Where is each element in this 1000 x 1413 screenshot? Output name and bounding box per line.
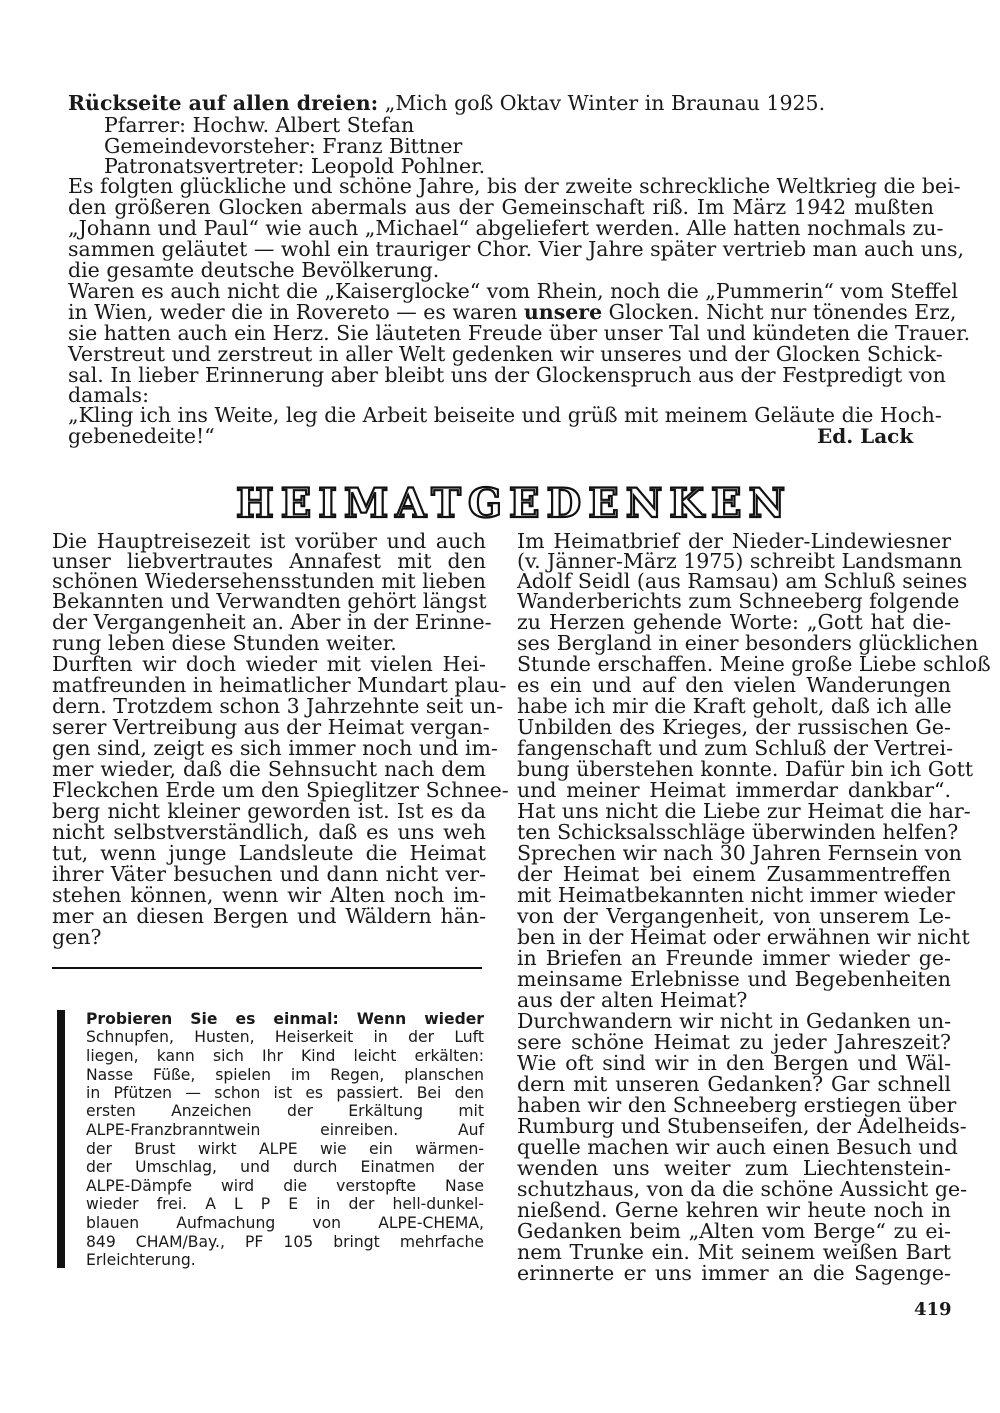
ad-line: wieder frei. A L P E in der hell-dunkel- <box>86 1195 484 1213</box>
text-line: unser liebvertrautes Annafest mit den <box>52 549 486 573</box>
text-line: stehen können, wenn wir Alten noch im- <box>52 883 486 907</box>
text-line: mit Heimatbekannten nicht immer wieder <box>517 883 955 907</box>
ad-line: ersten Anzeichen der Erkältung mit <box>86 1102 484 1120</box>
text-line: der Heimat bei einem Zusammentreffen <box>517 862 951 886</box>
ad-line: Erleichterung. <box>86 1251 196 1269</box>
ad-line: 849 CHAM/Bay., PF 105 bringt mehrfache <box>86 1233 484 1251</box>
text-line: ben in der Heimat oder erwähnen wir nicht <box>517 925 970 949</box>
section-heading: HEIMATGEDENKEN <box>236 480 793 527</box>
text-line: rung leben diese Stunden weiter. <box>52 631 397 655</box>
text-line: Durften wir doch wieder mit vielen Hei- <box>52 652 486 676</box>
text-line: „Johann und Paul“ wie auch „Michael“ abgeliefert werden. Alle hatten nochmals zu- <box>68 216 944 240</box>
text-line: Pfarrer: Hochw. Albert Stefan <box>104 113 415 137</box>
text-line: gen? <box>52 925 102 949</box>
text-line: wenden uns weiter zum Liechtenstein- <box>517 1156 951 1180</box>
text-line: nem Trunke ein. Mit seinem weißen Bart <box>517 1240 951 1264</box>
text-line: den größeren Glocken abermals aus der Gemeinschaft riß. Im März 1942 mußten <box>68 195 934 219</box>
advertisement-divider <box>52 967 482 969</box>
text-line: sie hatten auch ein Herz. Sie läuteten Freude über unser Tal und kündeten die Trauer. <box>68 321 971 345</box>
text-line: schutzhaus, von da die schöne Aussicht ge- <box>517 1177 968 1201</box>
text-line: dern mit unseren Gedanken? Gar schnell <box>517 1072 951 1096</box>
author-signature: Ed. Lack <box>817 424 914 448</box>
text-line: und meiner Heimat immerdar dankbar“. <box>517 778 951 802</box>
text-line: matfreunden in heimatlicher Mundart plau- <box>52 673 507 697</box>
text-line: sal. In lieber Erinnerung aber bleibt uns der Glockenspruch aus der Festpredigt von <box>68 363 946 387</box>
text-line: berg nicht kleiner geworden ist. Ist es da <box>52 799 486 823</box>
ad-line: liegen, kann sich Ihr Kind leicht erkälten: <box>86 1047 484 1065</box>
emphasis-word: unsere <box>523 300 603 324</box>
text-line: sere schöne Heimat zu jeder Jahreszeit? <box>517 1030 951 1054</box>
text-line: sammen geläutet — wohl ein trauriger Chor. Vier Jahre später vertrieb man auch uns, <box>68 237 965 261</box>
text-line: Sprechen wir nach 30 Jahren Fernsein von <box>517 841 962 865</box>
text-line: ten Schicksalsschläge überwinden helfen? <box>517 820 959 844</box>
text-line: schönen Wiedersehensstunden mit lieben <box>52 569 486 593</box>
text-line: mer wieder, daß die Sehnsucht nach dem <box>52 757 486 781</box>
text-line: quelle machen wir auch einen Besuch und <box>517 1135 958 1159</box>
text-line: Es folgten glückliche und schöne Jahre, bis der zweite schreckliche Weltkrieg die bei- <box>68 174 961 198</box>
text-line: Hat uns nicht die Liebe zur Heimat die har- <box>517 799 971 823</box>
text-line: dern. Trotzdem schon 3 Jahrzehnte seit un- <box>52 694 504 718</box>
text-line: Waren es auch nicht die „Kaiserglocke“ vom Rhein, noch die „Pummerin“ vom Steffel <box>68 279 958 303</box>
text-line: ses Bergland in einer besonders glücklichen <box>517 631 979 655</box>
text-line: fangenschaft und zum Schluß der Vertrei- <box>517 736 954 760</box>
text-line: habe ich mir die Kraft geholt, daß ich alle <box>517 694 952 718</box>
text-line: aus der alten Heimat? <box>517 988 748 1012</box>
ad-line: ALPE-Franzbranntwein einreiben. Auf <box>86 1121 484 1139</box>
text-line: Gemeindevorsteher: Franz Bittner <box>104 134 463 158</box>
text-line: es ein und auf den vielen Wanderungen <box>517 673 951 697</box>
text-line: zu Herzen gehende Worte: „Gott hat die- <box>517 610 951 634</box>
text-line: Im Heimatbrief der Nieder-Lindewiesner <box>517 529 951 553</box>
text-line: von der Vergangenheit, von unserem Le- <box>517 904 951 928</box>
ad-line: Schnupfen, Husten, Heiserkeit in der Luft <box>86 1028 484 1046</box>
text-line-with-emphasis <box>68 300 957 324</box>
text-line: gen sind, zeigt es sich immer noch und im- <box>52 736 498 760</box>
ad-line: blauen Aufmachung von ALPE-CHEMA, <box>86 1214 484 1232</box>
text-line: Rumburg und Stubenseifen, der Adelheids- <box>517 1114 967 1138</box>
text-line: der Vergangenheit an. Aber in der Erinne- <box>52 610 492 634</box>
text-line: meinsame Erlebnisse und Begebenheiten <box>517 967 951 991</box>
back-side-label: Rückseite auf allen dreien: <box>68 91 379 115</box>
text-line: Die Hauptreisezeit ist vorüber und auch <box>52 529 486 553</box>
text-line: ihrer Väter besuchen und dann nicht ver- <box>52 862 486 886</box>
back-side-line <box>68 93 934 113</box>
text-line: Wie oft sind wir in den Bergen und Wäl- <box>517 1051 951 1075</box>
text-line: „Kling ich ins Weite, leg die Arbeit beiseite und grüß mit meinem Geläute die Hoch- <box>68 403 942 427</box>
text-line: Fleckchen Erde um den Spieglitzer Schnee- <box>52 778 509 802</box>
ad-line: der Brust wirkt ALPE wie ein wärmen- <box>86 1140 484 1158</box>
back-side-text: „Mich goß Oktav Winter in Braunau 1925. <box>378 91 826 115</box>
ad-line: in Pfützen — schon ist es passiert. Bei den <box>86 1084 484 1102</box>
text-line: die gesamte deutsche Bevölkerung. <box>68 258 440 282</box>
text-line: nießend. Gerne kehren wir heute noch in <box>517 1198 951 1222</box>
text-line: Gedanken beim „Alten vom Berge“ zu ei- <box>517 1219 951 1243</box>
text-line: Adolf Seidl (aus Ramsau) am Schluß seines <box>517 569 968 593</box>
advertisement-sidebar <box>57 1010 65 1268</box>
ad-line: Probieren Sie es einmal: Wenn wieder <box>86 1010 484 1028</box>
page-number: 419 <box>914 1299 952 1320</box>
text-line: serer Vertreibung aus der Heimat vergan- <box>52 715 490 739</box>
text-line: Verstreut und zerstreut in aller Welt gedenken wir unseres und der Glocken Schick- <box>68 342 943 366</box>
text-line: erinnerte er uns immer an die Sagenge- <box>517 1261 951 1285</box>
text-line: Stunde erschaffen. Meine große Liebe schloß <box>517 652 991 676</box>
ad-line: Nasse Füße, spielen im Regen, planschen <box>86 1066 484 1084</box>
text-line: tut, wenn junge Landsleute die Heimat <box>52 841 486 865</box>
text-fragment: in Wien, weder die in Rovereto — es waren <box>68 300 524 324</box>
ad-line: ALPE-Dämpfe wird die verstopfte Nase <box>86 1177 484 1195</box>
text-line: Durchwandern wir nicht in Gedanken un- <box>517 1009 951 1033</box>
ad-line: der Umschlag, und durch Einatmen der <box>86 1158 484 1176</box>
text-line: in Briefen an Freunde immer wieder ge- <box>517 946 951 970</box>
text-fragment: Glocken. Nicht nur tönendes Erz, <box>602 300 957 324</box>
text-line: Bekannten und Verwandten gehört längst <box>52 589 487 613</box>
text-line: gebenedeite!“ <box>68 424 215 448</box>
text-line: haben wir den Schneeberg erstiegen über <box>517 1093 957 1117</box>
text-line: Wanderberichts zum Schneeberg folgende <box>517 589 960 613</box>
text-line: mer an diesen Bergen und Wäldern hän- <box>52 904 486 928</box>
text-line: bung überstehen konnte. Dafür bin ich Gott <box>517 757 974 781</box>
text-line: Unbilden des Krieges, der russischen Ge- <box>517 715 951 739</box>
text-line: nicht selbstverständlich, daß es uns weh <box>52 820 486 844</box>
text-line: (v. Jänner-März 1975) schreibt Landsmann <box>517 549 963 573</box>
text-line: damals: <box>68 383 149 407</box>
text-line: Patronatsvertreter: Leopold Pohlner. <box>104 154 486 178</box>
